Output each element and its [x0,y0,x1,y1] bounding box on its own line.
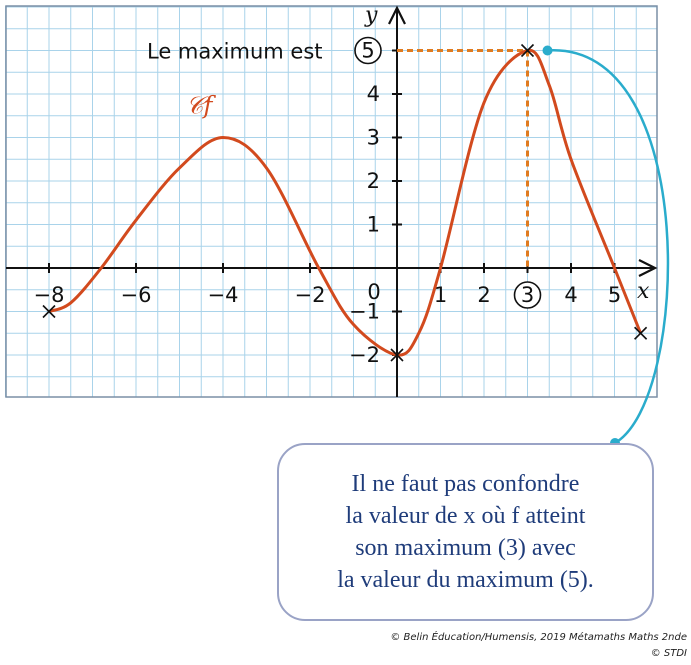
x-tick-label: −8 [33,283,65,307]
callout-box [277,443,654,621]
grid [6,6,658,397]
callout-line-4: la valeur du maximum (5). [337,567,594,593]
y-tick-label: −1 [349,299,380,324]
chart-labels [147,3,650,308]
callout-line-3: son maximum (3) avec [355,535,576,561]
curve-name-label: 𝒞f [186,91,213,120]
y-axis-label: y [365,3,378,28]
x-tick-label: 5 [607,283,622,307]
x-tick-label: −6 [120,283,152,307]
y-tick-label: 4 [366,82,380,106]
callout-line-2: la valeur de x où f atteint [345,503,586,529]
tick-labels [34,51,622,368]
max-text-label: Le maximum est [147,39,323,64]
argmax-label: 3 [520,283,535,307]
copyright-stdi: © STDI [650,648,687,659]
x-tick-label: −4 [207,283,239,307]
origin-label: 0 [367,280,381,304]
x-tick-label: −2 [294,283,326,307]
y-tick-label: 3 [366,125,380,150]
y-tick-label: −2 [349,343,380,367]
copyright-credit: © Belin Éducation/Humensis, 2019 Métamaths Maths 2nde [390,632,687,643]
y-tick-label: 1 [366,212,380,237]
x-tick-label: 2 [477,283,491,307]
callout-text [337,468,594,596]
max-value-label: 5 [361,38,375,63]
connector-dot-start [543,46,553,56]
y-tick-label: 2 [366,169,380,193]
callout-line-1: Il ne faut pas confondre [351,471,580,497]
x-tick-label: 1 [433,283,448,307]
x-tick-label: 4 [564,283,578,307]
x-axis-label: x [637,279,650,304]
